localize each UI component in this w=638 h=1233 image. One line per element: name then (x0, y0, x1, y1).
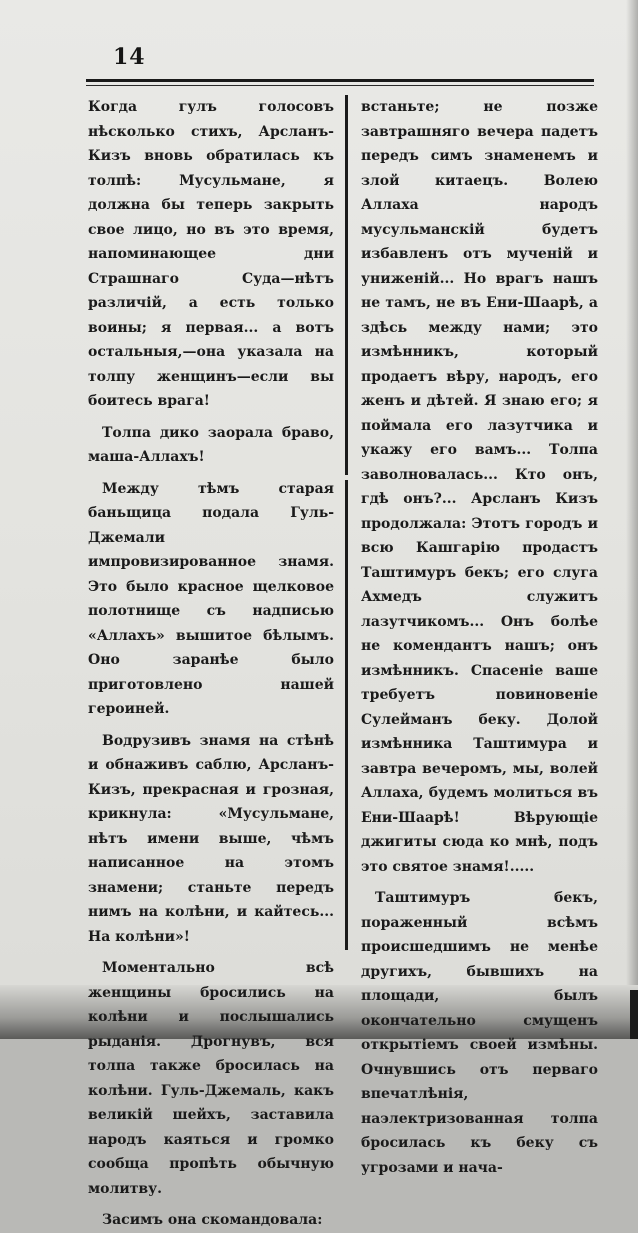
paragraph: Засимъ она скомандовала: (102, 1212, 323, 1228)
column-divider-upper (345, 95, 348, 475)
left-column (88, 95, 334, 1233)
right-column (361, 95, 598, 1180)
page-edge-shadow (626, 0, 638, 1039)
scan-border (630, 990, 638, 1039)
paragraph: Таштимуръ бекъ, пораженный всѣмъ происшедшимъ не менѣе другихъ, бывшихъ на площади, былъ окончательно смущенъ открытіемъ своей измѣны. Очнувшись отъ перваго впечатлѣнія, наэлектризованная толпа бросилась къ беку съ угрозами и нача- (361, 890, 598, 1176)
column-divider-lower (345, 480, 348, 950)
paragraph: Водрузивъ знамя на стѣнѣ и обнаживъ саблю, Арсланъ-Кизъ, прекрасная и грозная, крикнула: «Мусульмане, нѣтъ имени выше, чѣмъ написанное на этомъ знамени; станьте передъ нимъ на колѣни, и кайтесь... На колѣни»! (88, 732, 334, 945)
paragraph: Когда гулъ голосовъ нѣсколько стихъ, Арсланъ-Кизъ вновь обратилась къ толпѣ: Мусульмане, я должна бы теперь закрыть свое лицо, но въ это время, напоминающее дни Страшнаго Суда—нѣтъ различій, а есть только воины; я первая... а вотъ остальныя,—она указала на толпу женщинъ—если вы боитесь врага! (88, 99, 334, 409)
paragraph: Толпа дико заорала браво, маша-Аллахъ! (88, 424, 334, 465)
header-rule (86, 79, 594, 82)
header-rule-thin (86, 85, 594, 86)
paragraph: Между тѣмъ старая баньщица подала Гуль-Джемали импровизированное знамя. Это было красное щелковое полотнище съ надписью «Аллахъ» вышитое бѣлымъ. Оно заранѣе было приготовлено нашей героиней. (88, 480, 334, 717)
page-number: 14 (113, 44, 146, 70)
paragraph: встаньте; не позже завтрашняго вечера падетъ передъ симъ знаменемъ и злой китаецъ. Волею Аллаха народъ мусульманскій будетъ избавленъ отъ мученій и униженій... Но врагъ нашъ не тамъ, не въ Ени-Шаарѣ, а здѣсь между нами; это измѣнникъ, который продаетъ вѣру, народъ, его женъ и дѣтей. Я знаю его; я поймала его лазутчика и укажу его вамъ... Толпа заволновалась... Кто онъ, гдѣ онъ?... Арсланъ Кизъ продолжала: Этотъ городъ и всю Кашгарію продастъ Таштимуръ бекъ; его слуга Ахмедъ служитъ лазутчикомъ... Онъ болѣе не комендантъ нашъ; онъ измѣнникъ. Спасеніе ваше требуетъ повиновеніе Сулейманъ беку. Долой измѣнника Таштимура и завтра вечеромъ, мы, волей Аллаха, будемъ молиться въ Ени-Шаарѣ! Вѣрующіе джигиты сюда ко мнѣ, подъ это святое знамя!..... (361, 99, 598, 875)
paragraph: Моментально всѣ женщины бросились на колѣни и послышались рыданія. Дрогнувъ, вся толпа также бросилась на колѣни. Гуль-Джемаль, какъ великій шейхъ, заставила народъ каяться и громко сообща пропѣть обычную молитву. (88, 960, 334, 1197)
